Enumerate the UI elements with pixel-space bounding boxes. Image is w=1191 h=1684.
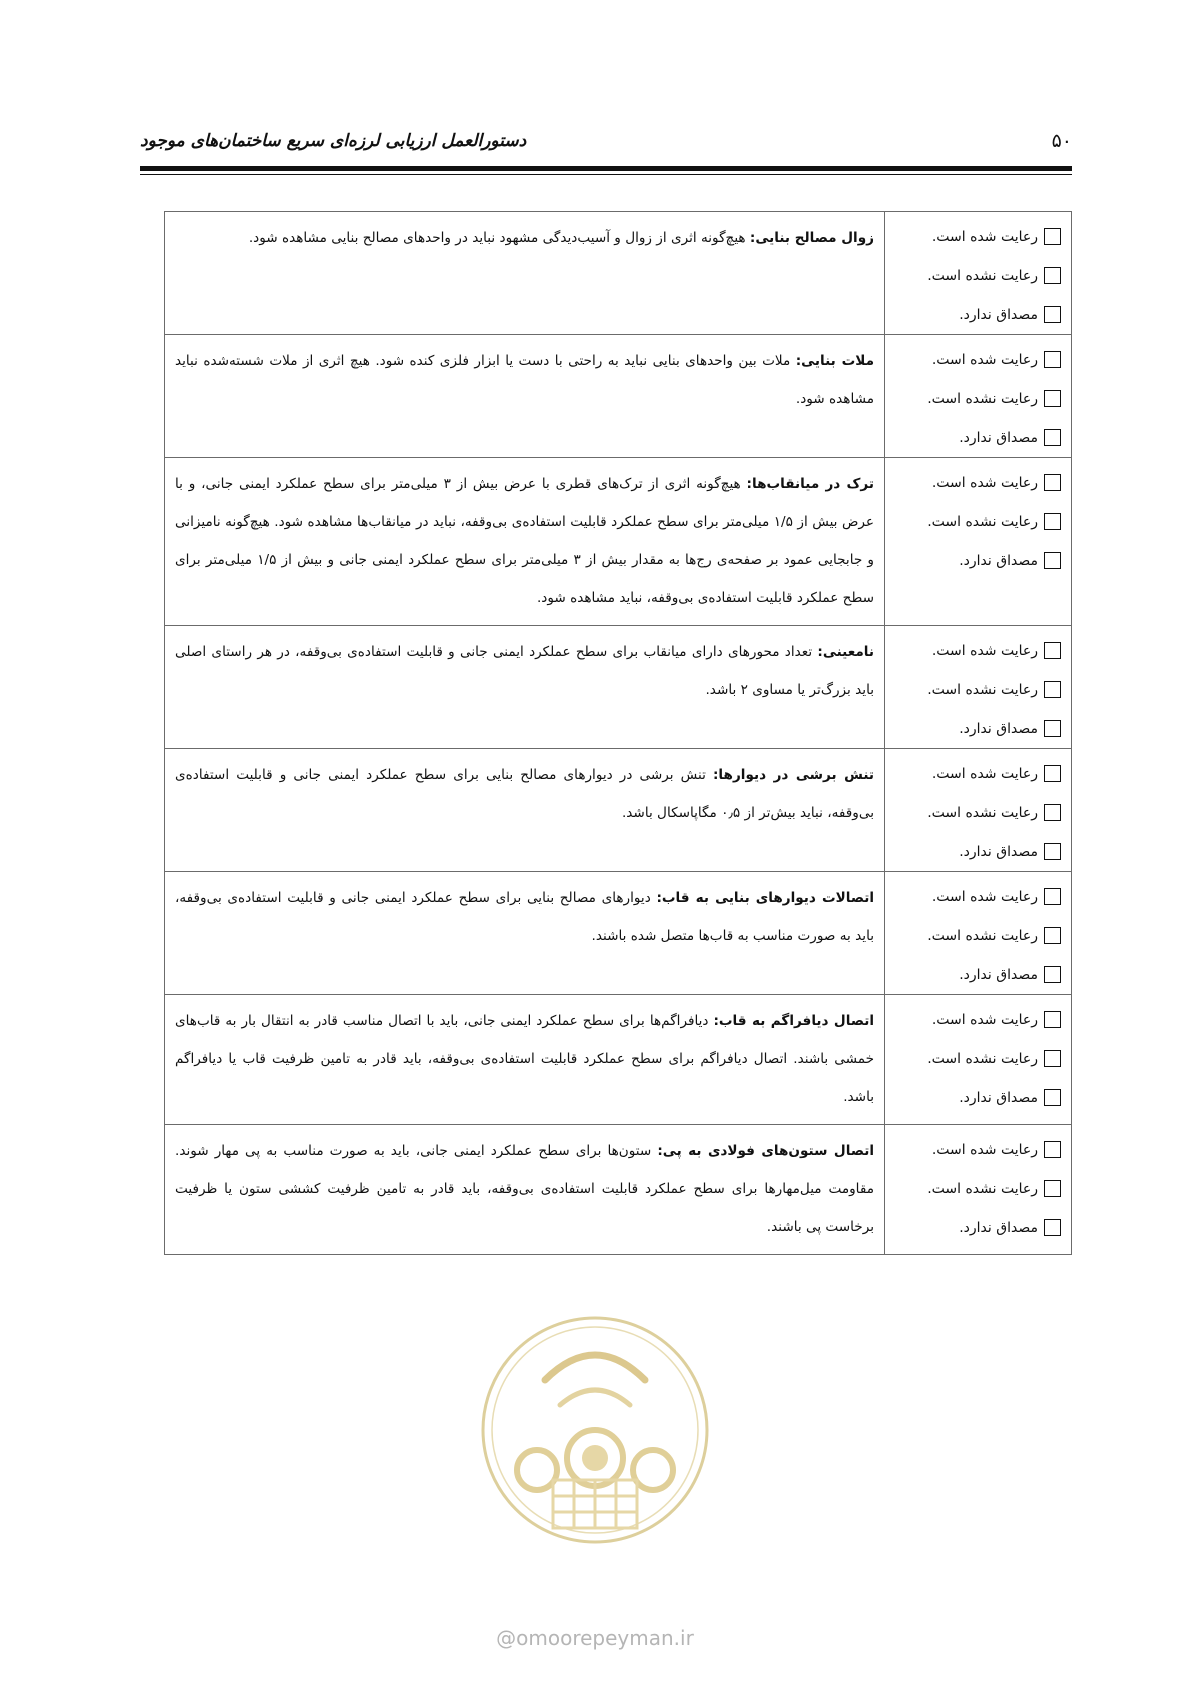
option-label: رعایت شده است. [931, 474, 1038, 491]
option-not-applicable[interactable] [891, 418, 1061, 457]
option-label: رعایت شده است. [931, 1011, 1038, 1028]
option-label: مصداق ندارد. [959, 429, 1038, 446]
checklist-row [165, 212, 1072, 335]
option-not-complied[interactable] [891, 256, 1061, 295]
compliance-options [885, 212, 1072, 335]
checkbox[interactable] [1044, 552, 1061, 569]
checkbox[interactable] [1044, 267, 1061, 284]
checkbox[interactable] [1044, 927, 1061, 944]
header-rule-thin [140, 174, 1072, 175]
compliance-options [885, 335, 1072, 458]
compliance-options [885, 626, 1072, 749]
criterion-title: ترک در میانقاب‌ها: [746, 476, 874, 492]
checklist-row [165, 458, 1072, 626]
checkbox[interactable] [1044, 888, 1061, 905]
checkbox[interactable] [1044, 1141, 1061, 1158]
checkbox[interactable] [1044, 1219, 1061, 1236]
watermark-url: @omoorepeyman.ir [496, 1626, 694, 1650]
option-complied[interactable] [891, 463, 1061, 502]
option-not-applicable[interactable] [891, 1208, 1061, 1247]
option-label: مصداق ندارد. [959, 843, 1038, 860]
checkbox[interactable] [1044, 228, 1061, 245]
option-not-complied[interactable] [891, 916, 1061, 955]
criterion-description: هیچ‌گونه اثری از ترک‌های قطری با عرض بیش از ۳ میلی‌متر برای سطح عملکرد ایمنی جانی، و با عرض بیش از ۱/۵ میلی‌متر برای سطح عملکرد قابلیت استفاده‌ی بی‌وقفه، نباید در میانقاب‌ها مشاهده شود. هیچ‌گونه نامیزانی و جابجایی عمود بر صفحه‌ی رج‌ها به مقدار بیش از ۳ میلی‌متر برای سطح عملکرد ایمنی جانی و بیش از ۱/۵ میلی‌متر برای سطح عملکرد قابلیت استفاده‌ی بی‌وقفه، نباید مشاهده شود. [175, 476, 875, 606]
checkbox[interactable] [1044, 843, 1061, 860]
option-label: مصداق ندارد. [959, 720, 1038, 737]
checkbox[interactable] [1044, 351, 1061, 368]
compliance-options [885, 995, 1072, 1125]
option-not-applicable[interactable] [891, 541, 1061, 580]
criterion-text [165, 872, 885, 995]
option-not-complied[interactable] [891, 1039, 1061, 1078]
option-label: رعایت شده است. [931, 351, 1038, 368]
checklist-row [165, 1125, 1072, 1255]
option-label: رعایت نشده است. [927, 804, 1038, 821]
grid-icon [553, 1480, 637, 1528]
option-not-applicable[interactable] [891, 1078, 1061, 1117]
checkbox[interactable] [1044, 1050, 1061, 1067]
checkbox[interactable] [1044, 1089, 1061, 1106]
option-label: مصداق ندارد. [959, 552, 1038, 569]
criterion-text [165, 626, 885, 749]
checkbox[interactable] [1044, 642, 1061, 659]
option-not-complied[interactable] [891, 379, 1061, 418]
criterion-title: نامعینی: [817, 644, 874, 660]
compliance-options [885, 458, 1072, 626]
checklist-row [165, 995, 1072, 1125]
compliance-options [885, 872, 1072, 995]
criterion-description: تعداد محورهای دارای میانقاب برای سطح عملکرد ایمنی جانی و قابلیت استفاده‌ی بی‌وقفه، در هر راستای اصلی باید بزرگ‌تر یا مساوی ۲ باشد. [175, 644, 874, 698]
checkbox[interactable] [1044, 765, 1061, 782]
checklist-table [164, 211, 1072, 1255]
option-not-applicable[interactable] [891, 709, 1061, 748]
criterion-description: دیافراگم‌ها برای سطح عملکرد ایمنی جانی، باید با اتصال مناسب قادر به انتقال بار به قاب‌های خمشی باشند. اتصال دیافراگم برای سطح عملکرد قابلیت استفاده‌ی بی‌وقفه، باید قادر به تامین ظرفیت قاب یا دیافراگم باشد. [175, 1013, 874, 1105]
checkbox[interactable] [1044, 966, 1061, 983]
criterion-title: اتصال دیافراگم به قاب: [713, 1013, 874, 1029]
criterion-description: تنش برشی در دیوارهای مصالح بنایی برای سطح عملکرد ایمنی جانی و قابلیت استفاده‌ی بی‌وقفه، نباید بیش‌تر از ۰٫۵ مگاپاسکال باشد. [175, 767, 874, 821]
option-complied[interactable] [891, 877, 1061, 916]
option-complied[interactable] [891, 217, 1061, 256]
option-label: رعایت نشده است. [927, 681, 1038, 698]
document-title: دستورالعمل ارزیابی لرزه‌ای سریع ساختمان‌های موجود [140, 131, 527, 151]
checklist-row [165, 749, 1072, 872]
option-not-complied[interactable] [891, 1169, 1061, 1208]
option-not-complied[interactable] [891, 502, 1061, 541]
option-label: رعایت نشده است. [927, 390, 1038, 407]
criterion-text [165, 995, 885, 1125]
checkbox[interactable] [1044, 429, 1061, 446]
option-complied[interactable] [891, 631, 1061, 670]
option-label: رعایت شده است. [931, 888, 1038, 905]
option-label: مصداق ندارد. [959, 1219, 1038, 1236]
compliance-options [885, 749, 1072, 872]
criterion-text [165, 335, 885, 458]
checkbox[interactable] [1044, 513, 1061, 530]
criterion-title: ملات بنایی: [795, 353, 874, 369]
option-label: رعایت شده است. [931, 765, 1038, 782]
option-not-complied[interactable] [891, 670, 1061, 709]
checklist-row [165, 872, 1072, 995]
option-not-complied[interactable] [891, 793, 1061, 832]
page-header [140, 128, 1072, 154]
checkbox[interactable] [1044, 1011, 1061, 1028]
option-complied[interactable] [891, 1130, 1061, 1169]
option-label: رعایت نشده است. [927, 927, 1038, 944]
option-label: مصداق ندارد. [959, 306, 1038, 323]
option-label: رعایت نشده است. [927, 267, 1038, 284]
criterion-text [165, 749, 885, 872]
criterion-title: تنش برشی در دیوارها: [713, 767, 874, 783]
checklist-row [165, 335, 1072, 458]
option-label: رعایت شده است. [931, 1141, 1038, 1158]
checkbox[interactable] [1044, 474, 1061, 491]
page-number: ۵۰ [1051, 130, 1072, 152]
criterion-title: اتصالات دیوارهای بنایی به قاب: [656, 890, 874, 906]
criterion-description: دیوارهای مصالح بنایی برای سطح عملکرد ایمنی جانی و قابلیت استفاده‌ی بی‌وقفه، باید به صورت مناسب به قاب‌ها متصل شده باشند. [175, 890, 874, 944]
option-not-applicable[interactable] [891, 832, 1061, 871]
checkbox[interactable] [1044, 804, 1061, 821]
header-rule-thick [140, 166, 1072, 171]
compliance-options [885, 1125, 1072, 1255]
option-not-applicable[interactable] [891, 295, 1061, 334]
option-label: رعایت نشده است. [927, 1180, 1038, 1197]
watermark-logo [475, 1310, 715, 1550]
option-label: رعایت شده است. [931, 642, 1038, 659]
criterion-text [165, 458, 885, 626]
checklist-row [165, 626, 1072, 749]
checkbox[interactable] [1044, 681, 1061, 698]
checkbox[interactable] [1044, 306, 1061, 323]
option-not-applicable[interactable] [891, 955, 1061, 994]
criterion-description: هیچ‌گونه اثری از زوال و آسیب‌دیدگی مشهود نباید در واحدهای مصالح بنایی مشاهده شود. [248, 230, 750, 246]
checkbox[interactable] [1044, 720, 1061, 737]
option-label: رعایت شده است. [931, 228, 1038, 245]
checkbox[interactable] [1044, 390, 1061, 407]
criterion-title: زوال مصالح بنایی: [749, 230, 874, 246]
option-label: مصداق ندارد. [959, 1089, 1038, 1106]
option-complied[interactable] [891, 754, 1061, 793]
option-complied[interactable] [891, 340, 1061, 379]
checkbox[interactable] [1044, 1180, 1061, 1197]
criterion-text [165, 1125, 885, 1255]
option-complied[interactable] [891, 1000, 1061, 1039]
criterion-description: ملات بین واحدهای بنایی نباید به راحتی با دست یا ابزار فلزی کنده شود. هیچ اثری از ملات شسته‌شده نباید مشاهده شود. [175, 353, 874, 407]
criterion-text [165, 212, 885, 335]
option-label: رعایت نشده است. [927, 513, 1038, 530]
criterion-title: اتصال ستون‌های فولادی به پی: [657, 1143, 874, 1159]
option-label: رعایت نشده است. [927, 1050, 1038, 1067]
criterion-description: ستون‌ها برای سطح عملکرد ایمنی جانی، باید به صورت مناسب به پی مهار شوند. مقاومت میل‌مهارها برای سطح عملکرد قابلیت استفاده‌ی بی‌وقفه، باید قادر به تامین ظرفیت کششی ستون یا ظرفیت برخاست پی باشند. [175, 1143, 874, 1235]
option-label: مصداق ندارد. [959, 966, 1038, 983]
